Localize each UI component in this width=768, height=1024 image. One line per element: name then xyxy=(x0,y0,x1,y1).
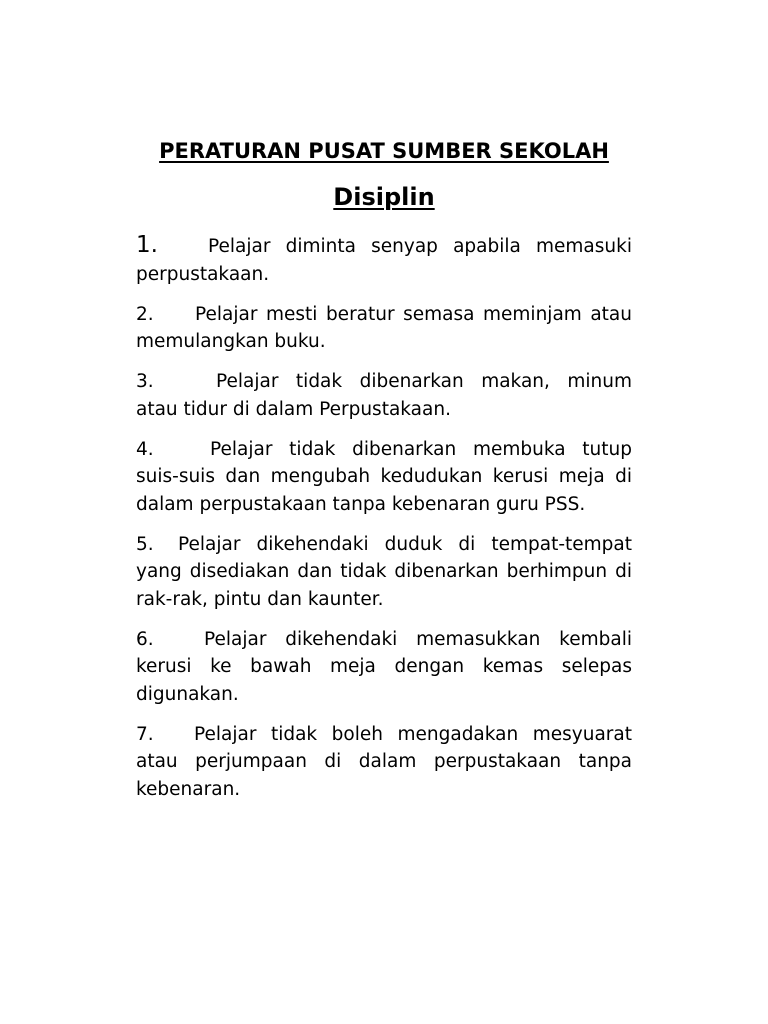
rule-text: Pelajar diminta senyap apabila memasuki perpustakaan. xyxy=(136,236,632,285)
rule-number: 5. xyxy=(136,533,154,555)
rule-item-2 xyxy=(136,301,632,356)
rule-text: Pelajar mesti beratur semasa meminjam atau memulangkan buku. xyxy=(136,303,632,352)
rule-number: 2. xyxy=(136,303,154,325)
rule-item-3 xyxy=(136,368,632,423)
rule-item-7 xyxy=(136,721,632,804)
rule-text: Pelajar dikehendaki memasukkan kembali kerusi ke bawah meja dengan kemas selepas digunakan. xyxy=(136,628,632,705)
rule-number: 6. xyxy=(136,628,154,650)
rule-number: 3. xyxy=(136,371,154,392)
rule-number: 1. xyxy=(136,232,158,258)
rule-number: 7. xyxy=(136,723,154,745)
rule-number: 4. xyxy=(136,438,154,460)
rules-list xyxy=(136,232,632,816)
document-title: PERATURAN PUSAT SUMBER SEKOLAH xyxy=(159,139,609,163)
rule-item-4 xyxy=(136,436,632,519)
rule-text: Pelajar dikehendaki duduk di tempat-tempat yang disediakan dan tidak dibenarkan berhimpun di rak-rak, pintu dan kaunter. xyxy=(136,533,632,610)
rule-text: Pelajar tidak dibenarkan makan, minum atau tidur di dalam Perpustakaan. xyxy=(136,371,632,420)
rule-item-1 xyxy=(136,232,632,288)
rule-item-6 xyxy=(136,626,632,709)
document-subtitle: Disiplin xyxy=(333,183,435,211)
rule-text: Pelajar tidak dibenarkan membuka tutup suis-suis dan mengubah kedudukan kerusi meja di dalam perpustakaan tanpa kebenaran guru PSS. xyxy=(136,438,632,515)
rule-item-5 xyxy=(136,531,632,614)
rule-text: Pelajar tidak boleh mengadakan mesyuarat atau perjumpaan di dalam perpustakaan tanpa kebenaran. xyxy=(136,723,632,800)
